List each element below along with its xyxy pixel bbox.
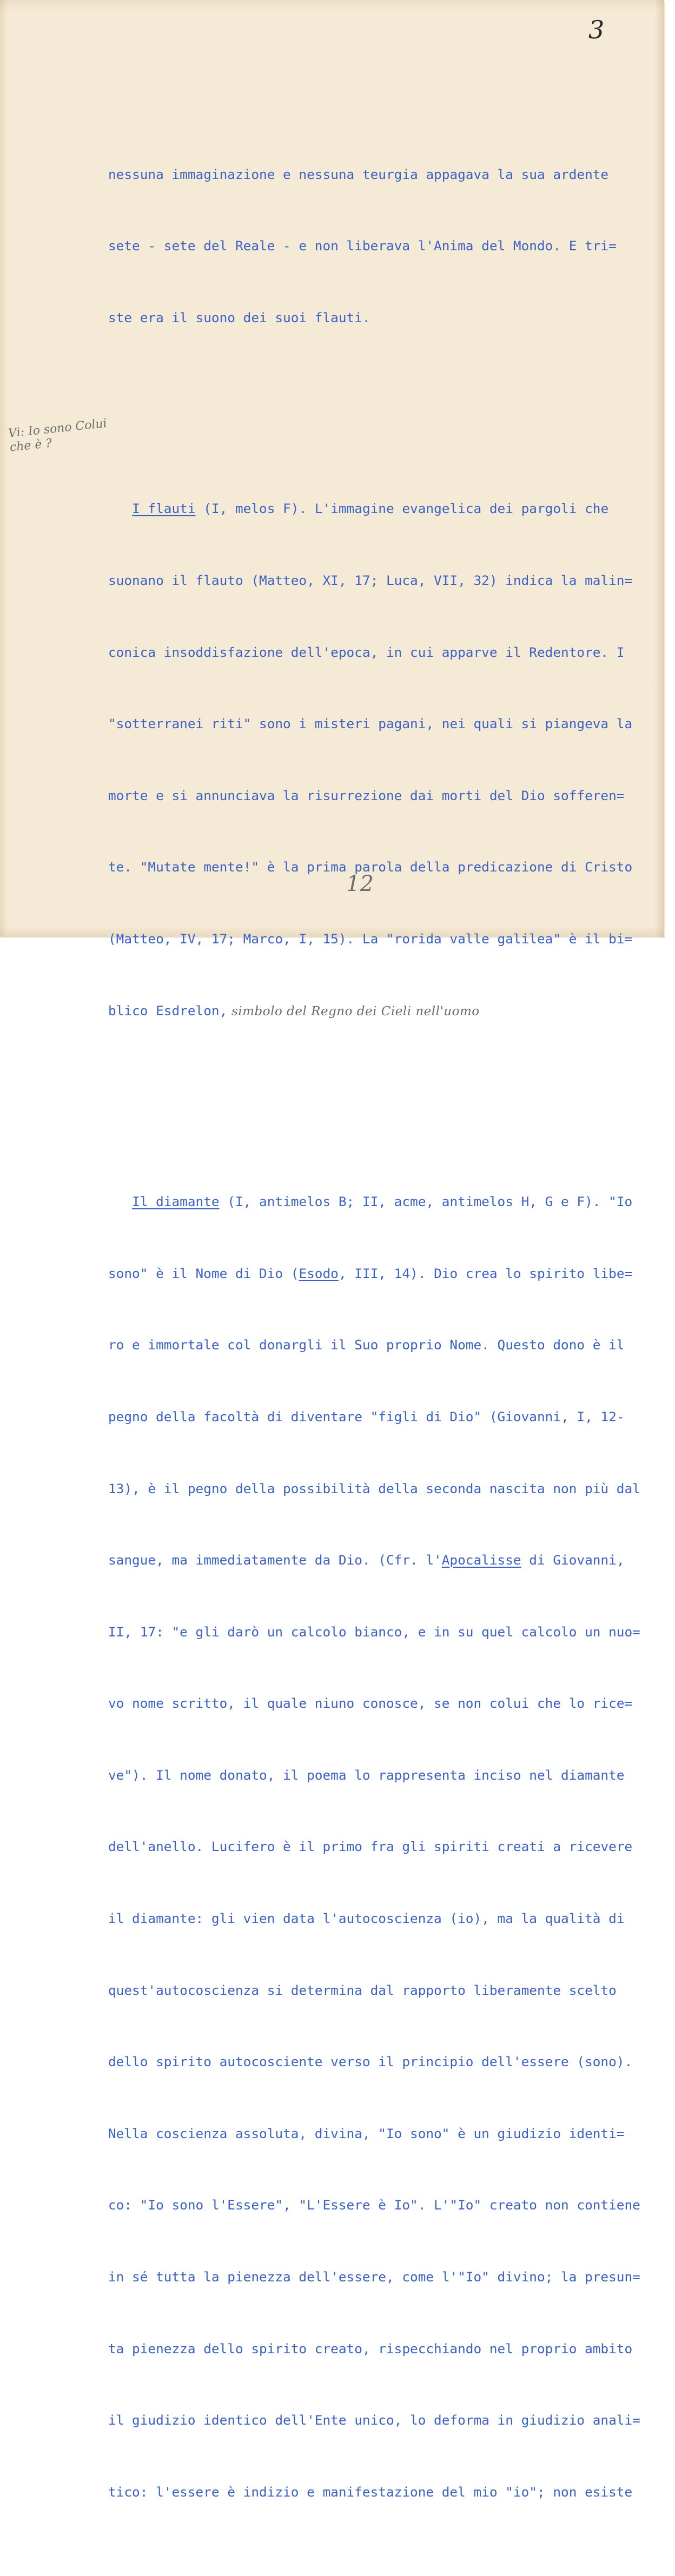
- text-line: ta pienezza dello spirito creato, rispecchiando nel proprio ambito: [108, 2340, 633, 2357]
- text-line: conica insoddisfazione dell'epoca, in cui apparve il Redentore. I: [108, 644, 625, 660]
- margin-annotation: Vi: Io sono Colui che è ?: [8, 416, 108, 455]
- text-span: sangue, ma immediatamente da Dio. (Cfr. l': [108, 1552, 442, 1568]
- text-line: ste era il suono dei suoi flauti.: [108, 309, 370, 325]
- text-line: il diamante: gli vien data l'autocoscienza (io), ma la qualità di: [108, 1911, 625, 1927]
- text-line: quest'autocoscienza si determina dal rapporto liberamente scelto: [108, 1982, 617, 1998]
- underlined-word-esodo: Esodo: [299, 1265, 339, 1281]
- section-heading-diamante: Il diamante: [132, 1194, 220, 1210]
- text-line: "sotterranei riti" sono i misteri pagani, nei quali si piangeva la: [108, 716, 633, 732]
- text-line: sete - sete del Reale - e non liberava l'Anima del Mondo. E tri=: [108, 238, 617, 254]
- text-line: ve"). Il nome donato, il poema lo rappresenta inciso nel diamante: [108, 1767, 625, 1783]
- text-line: [108, 999, 654, 1023]
- text-line: il giudizio identico dell'Ente unico, lo deforma in giudizio anali=: [108, 2412, 640, 2428]
- text-line: [108, 1262, 654, 1286]
- text-line: vo nome scritto, il quale niuno conosce, se non colui che lo rice=: [108, 1695, 633, 1712]
- text-line: suonano il flauto (Matteo, XI, 17; Luca, VII, 32) indica la malin=: [108, 572, 633, 588]
- text-line: nessuna immaginazione e nessuna teurgia appagava la sua ardente: [108, 166, 609, 182]
- text-line: [108, 1548, 654, 1572]
- paragraph-gap: [108, 402, 654, 425]
- text-line: pegno della facoltà di diventare "figli di Dio" (Giovanni, I, 12-: [108, 1408, 625, 1425]
- text-line: [108, 497, 654, 521]
- folio-number: 12: [346, 871, 374, 896]
- section-heading-flauti: I flauti: [132, 501, 196, 517]
- text-span: (I, antimelos B; II, acme, antimelos H, G e F). "Io: [219, 1194, 633, 1210]
- text-line: Nella coscienza assoluta, divina, "Io sono" è un giudizio identi=: [108, 2125, 625, 2141]
- text-line: co: "Io sono l'Essere", "L'Essere è Io". L'"Io" creato non contiene: [108, 2197, 640, 2213]
- text-line: tico: l'essere è indizio e manifestazione del mio "io"; non esiste: [108, 2484, 633, 2500]
- text-line: 13), è il pegno della possibilità della seconda nascita non più dal: [108, 1480, 640, 1496]
- page-number: 3: [588, 15, 605, 44]
- paragraph-gap: [108, 1094, 654, 1118]
- underlined-word-apocalisse: Apocalisse: [441, 1552, 521, 1568]
- text-line: morte e si annunciava la risurrezione dai morti del Dio sofferen=: [108, 787, 625, 803]
- text-line: te. "Mutate mente!" è la prima parola della predicazione di Cristo: [108, 859, 633, 875]
- text-line: (Matteo, IV, 17; Marco, I, 15). La "rorida valle galilea" è il bi=: [108, 930, 633, 947]
- typed-text-block: [108, 91, 654, 2576]
- handwritten-insertion: simbolo del Regno dei Cieli nell'uomo: [227, 1004, 480, 1019]
- text-line: dello spirito autocosciente verso il principio dell'essere (sono).: [108, 2054, 633, 2070]
- text-line: ro e immortale col donargli il Suo proprio Nome. Questo dono è il: [108, 1337, 625, 1353]
- text-span: , III, 14). Dio crea lo spirito libe=: [338, 1265, 633, 1281]
- text-line: in sé tutta la pienezza dell'essere, come l'"Io" divino; la presun=: [108, 2269, 640, 2285]
- text-span: blico Esdrelon,: [108, 1002, 228, 1019]
- text-line: II, 17: "e gli darò un calcolo bianco, e in su quel calcolo un nuo=: [108, 1623, 640, 1640]
- text-span: (I, melos F). L'immagine evangelica dei pargoli che: [195, 501, 609, 517]
- text-line: dell'anello. Lucifero è il primo fra gli spiriti creati a ricevere: [108, 1839, 633, 1855]
- text-span: di Giovanni,: [521, 1552, 625, 1568]
- text-span: sono" è il Nome di Dio (: [108, 1265, 299, 1281]
- text-line: [108, 1190, 654, 1214]
